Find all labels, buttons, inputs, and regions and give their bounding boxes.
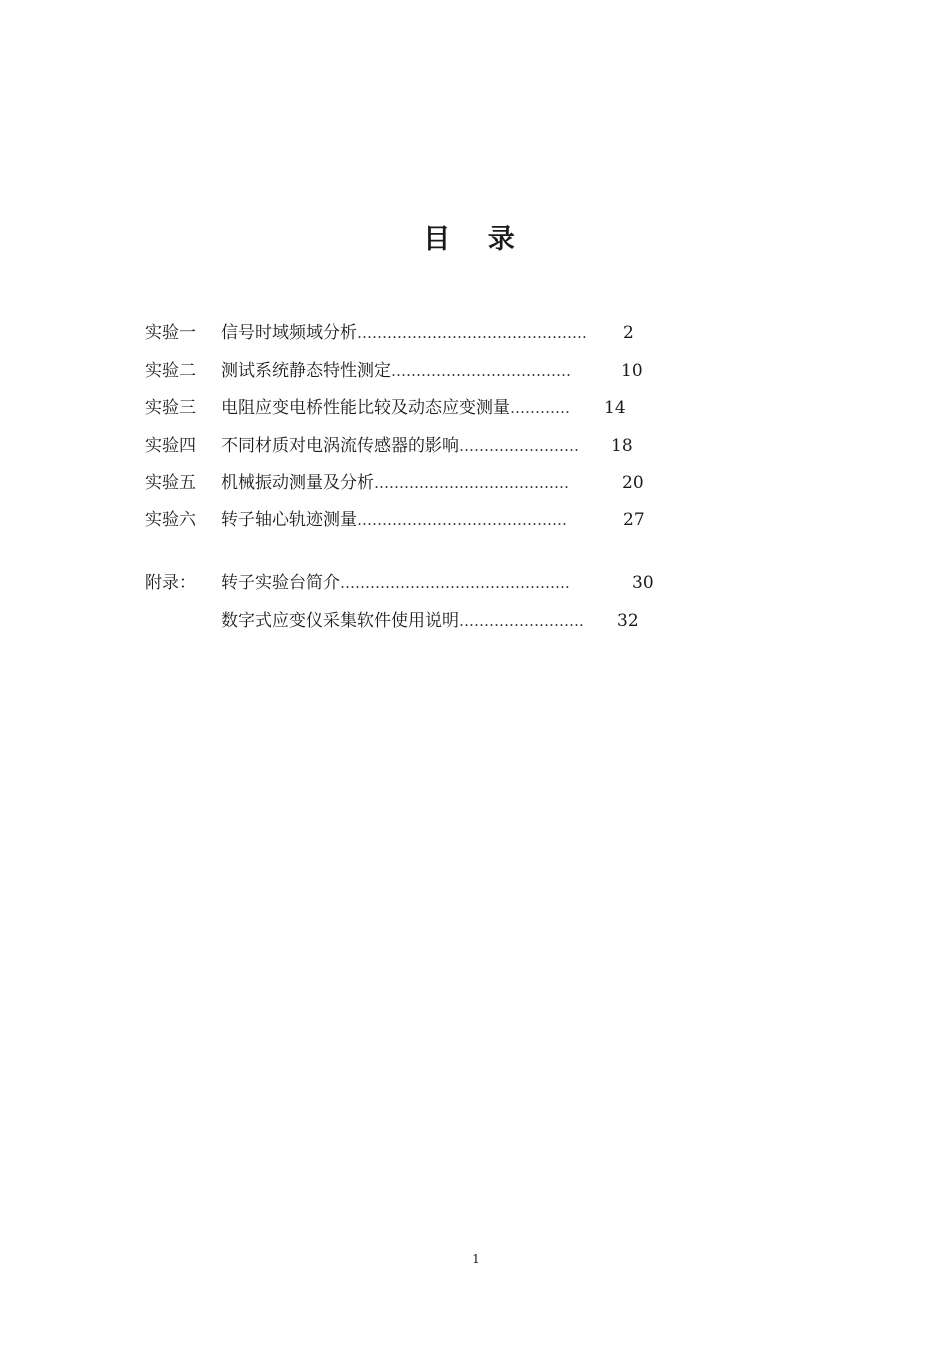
appendix-label: 附录：	[145, 573, 196, 593]
toc-entry-3[interactable]	[145, 395, 626, 421]
toc-entry-6[interactable]	[145, 507, 645, 533]
toc-entry-title: 转子实验台简介	[221, 573, 340, 593]
toc-entry-title: 转子轴心轨迹测量	[221, 510, 357, 530]
toc-entry-1[interactable]	[145, 320, 634, 346]
toc-appendix-entry-1[interactable]	[145, 570, 654, 596]
toc-dot-leader: …………………….	[459, 612, 584, 630]
toc-dot-leader: …………………………………	[374, 474, 569, 492]
toc-entry-label: 实验一	[145, 323, 196, 343]
toc-dot-leader: ………………………………	[391, 362, 571, 380]
toc-entry-page: 27	[623, 510, 645, 530]
toc-appendix-entry-2[interactable]	[145, 608, 639, 634]
toc-entry-title: 不同材质对电涡流传感器的影响	[221, 436, 459, 456]
page-title: 目 录	[423, 224, 529, 255]
toc-entry-page: 2	[623, 323, 634, 343]
footer-page-number: 1	[472, 1252, 480, 1266]
toc-entry-page: 32	[617, 611, 639, 631]
toc-entry-4[interactable]	[145, 433, 633, 459]
toc-dot-leader: ……………………………………….	[340, 574, 570, 592]
toc-dot-leader: ……………………	[459, 437, 579, 455]
toc-entry-title: 机械振动测量及分析	[221, 473, 374, 493]
toc-entry-title: 信号时域频域分析	[221, 323, 357, 343]
toc-entry-label: 实验四	[145, 436, 196, 456]
toc-entry-label: 实验二	[145, 361, 196, 381]
toc-entry-page: 10	[621, 361, 643, 381]
toc-entry-label: 实验三	[145, 398, 196, 418]
toc-entry-page: 20	[622, 473, 644, 493]
toc-dot-leader: ……………………………………….	[357, 324, 587, 342]
toc-entry-2[interactable]	[145, 358, 643, 384]
toc-entry-title: 数字式应变仪采集软件使用说明	[221, 611, 459, 631]
toc-dot-leader: …………	[510, 399, 570, 417]
toc-entry-5[interactable]	[145, 470, 644, 496]
toc-dot-leader: ……………………………………	[357, 511, 567, 529]
toc-entry-page: 30	[632, 573, 654, 593]
toc-entry-label: 实验五	[145, 473, 196, 493]
toc-entry-page: 14	[604, 398, 626, 418]
toc-entry-page: 18	[611, 436, 633, 456]
toc-entry-title: 测试系统静态特性测定	[221, 361, 391, 381]
toc-entry-title: 电阻应变电桥性能比较及动态应变测量	[221, 398, 510, 418]
toc-entry-label: 实验六	[145, 510, 196, 530]
